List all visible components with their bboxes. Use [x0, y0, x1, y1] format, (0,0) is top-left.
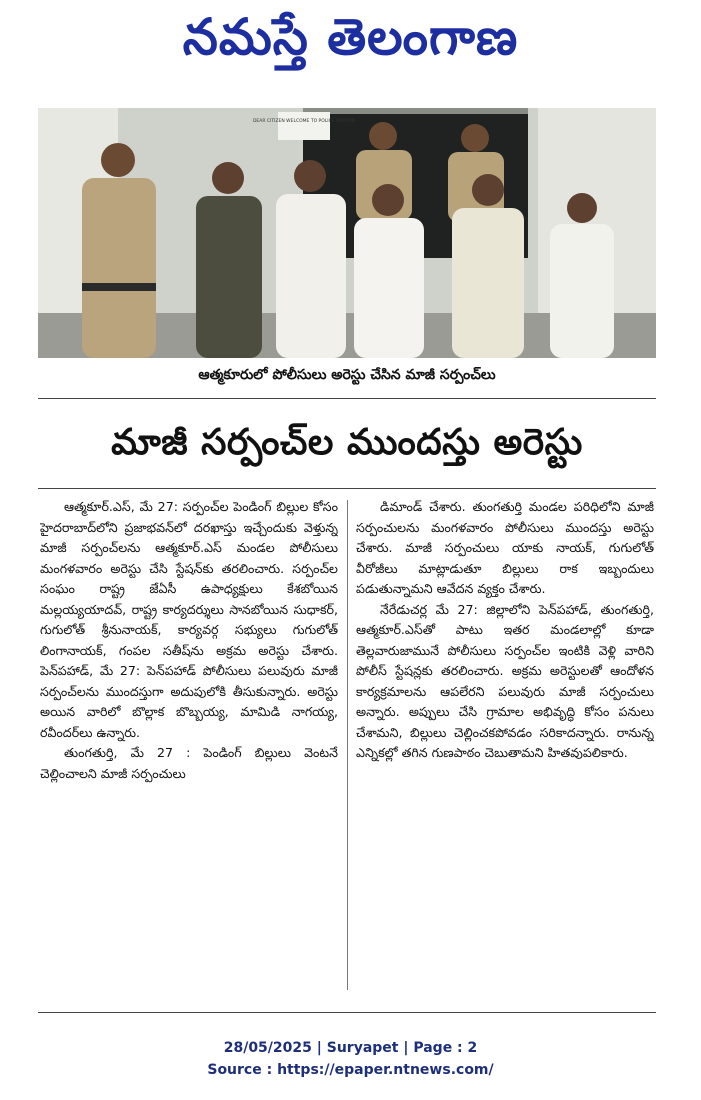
station-sign-text: DEAR CITIZEN WELCOME TO POLICE STATION — [252, 119, 356, 124]
article-paragraph: నేరేడుచర్ల మే 27: జిల్లాలోని పెన్‌పహాడ్, తుంగతుర్తి, ఆత్మకూర్.ఎస్‌తో పాటు ఇతర మండలాల్లో కూడా తెల్లవారుజామునే పోలీసులు సర్పంచ్‌ల ఇంటికి వెళ్లి వారిని పోలీస్ స్టేషన్లకు తరలించారు. అక్రమ అరెస్టులతో ఆందోళన కార్యక్రమాలను ఆపలేరని పలువురు మాజీ సర్పంచులు అన్నారు. అప్పులు చేసి గ్రామాల అభివృద్ధి కోసం పనులు చేశామని, బిల్లులు చెల్లించకపోవడం సరికాదన్నారు. రానున్న ఎన్నికల్లో తగిన గుణపాఠం చెబుతామని హితవుపలికారు. — [356, 601, 654, 760]
photo-caption: ఆత్మకూరులో పోలీసులు అరెస్టు చేసిన మాజీ సర్పంచ్‌లు — [198, 367, 496, 383]
divider-line — [38, 398, 656, 399]
divider-line — [38, 1012, 656, 1013]
column-divider — [347, 500, 348, 990]
article-paragraph: డిమాండ్ చేశారు. తుంగతుర్తి మండల పరిధిలోని మాజీ సర్పంచులను మంగళవారం పోలీసులు ముందస్తు అరెస్టు చేశారు. మాజీ సర్పంచులు యాకు నాయక్, గుగులోత్ వీరోజీలు మాట్లాడుతూ బిల్లులు రాక ఇబ్బందులు పడుతున్నామని ఆవేదన వ్యక్తం చేశారు. — [356, 499, 654, 596]
article-headline: మాజీ సర్పంచ్‌ల ముందస్తు అరెస్టు — [111, 422, 583, 463]
article-paragraph: తుంగతుర్తి, మే 27 : పెండింగ్ బిల్లులు వెంటనే చెల్లించాలని మాజీ సర్పంచులు — [40, 745, 338, 781]
station-sign — [278, 112, 330, 140]
police-station-group-photo — [38, 108, 656, 358]
article-column-left — [40, 497, 338, 992]
edition-info: 28/05/2025 | Suryapet | Page : 2 — [223, 1040, 478, 1056]
source-url: Source : https://epaper.ntnews.com/ — [207, 1062, 494, 1078]
article-column-right — [356, 497, 654, 992]
article-paragraph: ఆత్మకూర్.ఎస్, మే 27: సర్పంచ్‌ల పెండింగ్ బిల్లుల కోసం హైదరాబాద్‌లోని ప్రజాభవన్‌లో దరఖాస్తు ఇచ్చేందుకు వెళ్తున్న మాజీ సర్పంచ్‌లను ఆత్మకూర్.ఎస్ మండల పోలీసులు మంగళవారం అరెస్టు చేసి స్టేషన్‌కు తరలించారు. సర్పంచ్‌ల సంఘం రాష్ట్ర జేఏసీ ఉపాధ్యక్షులు కేశబోయిన మల్లయ్యయాదవ్, రాష్ట్ర కార్యదర్శులు సానబోయిన సుధాకర్, గుగులోత్ శ్రీనునాయక్, కార్యవర్గ సభ్యులు గుగులోత్ లింగానాయక్, గంపల సతీష్‌ను అక్రమ అరెస్టు చేశారు. పెన్‌పహాడ్, మే 27: పెన్‌పహాడ్ పోలీసులు పలువురు మాజీ సర్పంచ్‌లను ముందస్తుగా అదుపులోకి తీసుకున్నారు. అరెస్టు అయిన వారిలో బొల్లాక బొబ్బయ్య, మామిడి నాగయ్య, రవీందర్‌లు ఉన్నారు. — [40, 499, 338, 740]
divider-line — [38, 488, 656, 489]
newspaper-masthead: నమస్తే తెలంగాణ — [182, 7, 519, 66]
news-photo — [38, 108, 656, 358]
